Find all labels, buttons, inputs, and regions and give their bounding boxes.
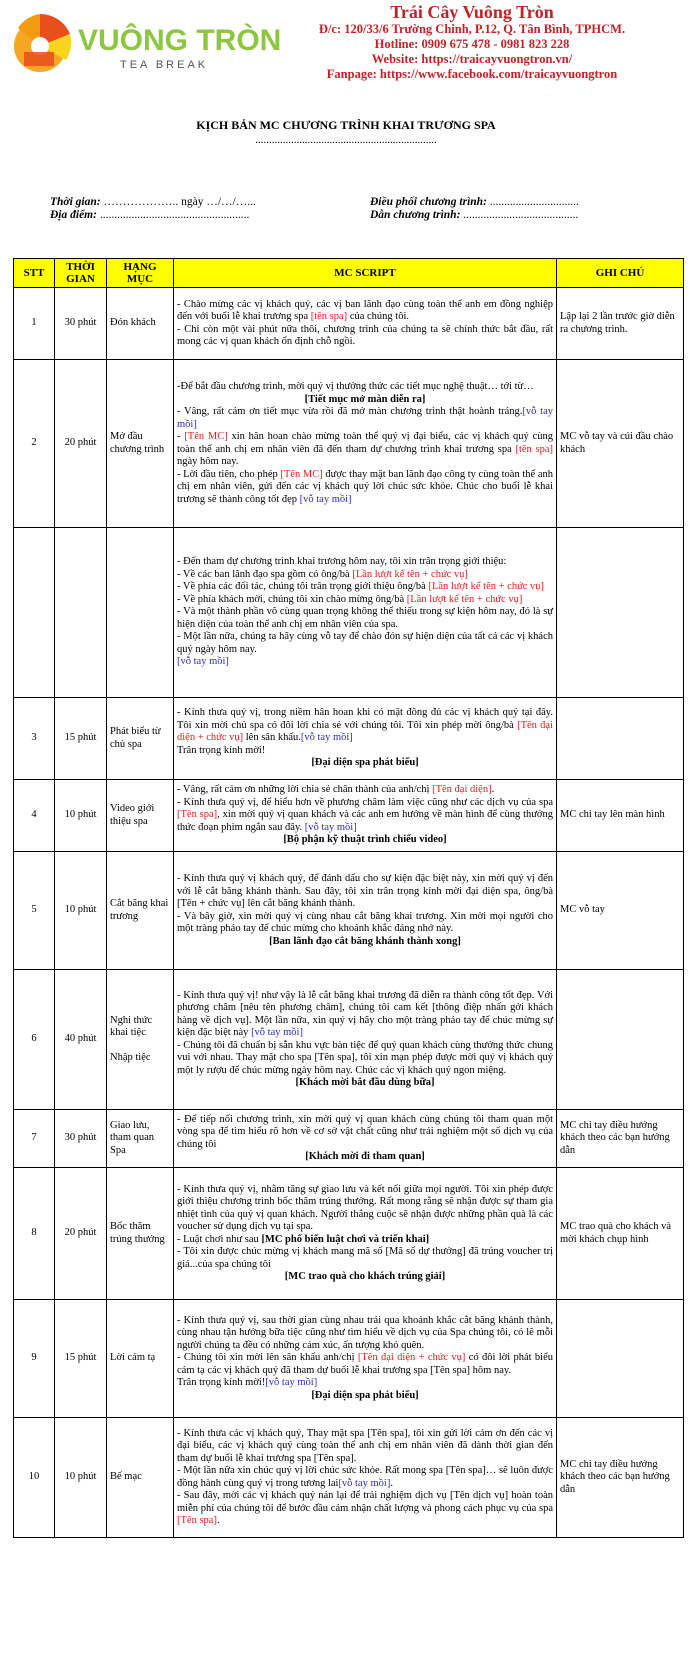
script-text: được thay mặt ban lãnh đạo công ty cùng toàn thể anh chị em nhân viên, gửi đến các vị khách quý lời chúc sức khỏe. Chúc cho buổi lễ khai trương sẽ thành công tốt đẹp xyxy=(177,468,553,505)
applause-cue: [vỗ tay mồi] xyxy=(304,821,357,833)
script-line xyxy=(177,911,553,936)
script-text: - Chỉ còn một vài phút nữa thôi, chương trình của chúng ta sẽ chính thức bắt đầu, rất mong các vị quan khách ổn định chỗ ngồi. xyxy=(177,323,553,347)
company-fanpage[interactable]: Fanpage: https://www.facebook.com/traicayvuongtron xyxy=(326,67,618,81)
script-text: - Để tiếp nối chương trình, xin mời quý vị quan khách cùng chúng tôi tham quan một vòng spa để tìm hiểu rõ hơn về cơ sở vật chất cũng như trải nghiệm một số dịch vụ của chúng tôi xyxy=(177,1113,553,1150)
script-text: [Đại diện spa phát biểu] xyxy=(311,1389,419,1401)
script-text: có đôi lời phát biểu cảm tạ các vị khách quý đã tham dự buổi lễ khai trương spa [Tên spa] hôm nay. xyxy=(177,1352,554,1376)
script-line xyxy=(177,406,553,431)
row-time: 10 phút xyxy=(55,1418,107,1538)
script-text: - Chúng tôi đã chuẩn bị sẵn khu vực bàn tiệc để quý quan khách cùng thưởng thức chung vui với nhau. Thay mặt cho spa [Tên spa], tôi xin mạn phép được mời quý vị khách quý một ly rượu để chúc mừng ngày hôm nay. Chúc các vị khách quý ngon miệng. xyxy=(177,1039,553,1076)
header-notes: GHI CHÚ xyxy=(557,259,684,288)
row-note: MC vỗ tay và cúi đầu chào khách xyxy=(557,360,684,528)
stage-cue xyxy=(177,834,553,847)
row-script xyxy=(174,1418,557,1538)
script-text: xin hân hoan chào mừng toàn thể quý vị đại biểu, các vị khách quý cùng toàn thể anh chị em nhân viên đã đến tham dự chương trình khai trương spa xyxy=(177,431,553,455)
row-item: Phát biểu từ chủ spa xyxy=(107,698,174,780)
script-line xyxy=(177,1114,553,1152)
row-note: MC chỉ tay điều hướng khách theo các bạn hướng dẫn xyxy=(557,1418,684,1538)
header-time: THỜI GIAN xyxy=(55,259,107,288)
company-hotline: Hotline: 0909 675 478 - 0981 823 228 xyxy=(374,37,570,51)
script-line xyxy=(177,1465,553,1490)
script-line xyxy=(177,606,553,631)
script-text: - Kính thưa quý vị! như vậy là lễ cắt băng khai trương đã diễn ra thành công tốt đẹp. Với phương châm [nêu tên phương châm], chúng tôi cam kết [thông điệp nhấn gởi khách hàng về dịch vụ]. Một lần nữa, xin quý vị hãy cho một tràng pháo tay để chúc mừng sự kiện đặc biệt này xyxy=(177,989,553,1038)
script-text: [Đại diện spa phát biểu] xyxy=(311,757,419,769)
placeholder-text: [Lần lượt kể tên + chức vụ] xyxy=(406,593,523,605)
script-line xyxy=(177,556,553,569)
title-underline-dots: .................................................................. xyxy=(255,134,437,146)
applause-cue: [vỗ tay mồi] xyxy=(177,656,229,668)
script-line xyxy=(177,1490,553,1528)
row-stt: 1 xyxy=(14,288,55,360)
script-line xyxy=(177,1040,553,1078)
row-note: Lập lại 2 lần trước giờ diễn ra chương trình. xyxy=(557,288,684,360)
row-note: MC chỉ tay lên màn hình xyxy=(557,780,684,852)
row-time: 15 phút xyxy=(55,1300,107,1418)
script-line xyxy=(177,569,553,582)
logo-wordmark: VUÔNG TRÒN xyxy=(78,24,282,57)
script-line xyxy=(177,1428,553,1466)
script-text: [Khách mời bắt đầu dùng bữa] xyxy=(295,1077,435,1088)
table-row xyxy=(14,970,684,1110)
place-field xyxy=(50,209,249,221)
table-header-row xyxy=(14,259,684,288)
script-text: - Vâng, rất cảm ơn tiết mục vừa rồi đã mở màn chương trình thật hoành tráng. xyxy=(177,406,523,417)
stage-cue xyxy=(177,1077,553,1090)
script-text: . xyxy=(390,1477,393,1489)
row-item: Video giới thiệu spa xyxy=(107,780,174,852)
placeholder-text: [Tên đại diện] xyxy=(432,784,492,796)
script-text: [Khách mời đi tham quan] xyxy=(305,1151,425,1162)
row-stt: 4 xyxy=(14,780,55,852)
script-line xyxy=(177,299,553,324)
row-script xyxy=(174,970,557,1110)
company-website[interactable]: Website: https://traicayvuongtron.vn/ xyxy=(371,52,573,66)
applause-cue: [vỗ tay mồi] xyxy=(251,1027,303,1038)
placeholder-text: [Lần lượt kể tên + chức vụ] xyxy=(352,568,468,580)
script-line xyxy=(177,1184,553,1234)
row-time: 30 phút xyxy=(55,288,107,360)
placeholder-text: [Tên MC] xyxy=(184,431,228,442)
script-line xyxy=(177,707,553,745)
letterhead xyxy=(0,0,692,84)
row-script xyxy=(174,852,557,970)
script-text: [MC trao quà cho khách trúng giải] xyxy=(284,1271,446,1282)
script-text: - Và một thành phần vô cùng quan trọng không thể thiếu trong sự kiện hôm nay, đó là sự hiện diện của toàn thể anh chị em nhân viên của spa. xyxy=(177,606,553,630)
script-text: [MC phổ biến luật chơi và triển khai] xyxy=(261,1233,430,1245)
placeholder-text: [Tên đại diện + chức vụ] xyxy=(357,1352,466,1364)
script-line xyxy=(177,745,553,758)
logo-tagline: TEA BREAK xyxy=(120,59,209,71)
company-name: Trái Cây Vuông Tròn xyxy=(390,2,554,22)
script-text: - Vâng, rất cảm ơn những lời chia sẻ chân thành của anh/chị xyxy=(177,784,433,796)
script-text: . xyxy=(216,1515,220,1526)
script-text: Trân trọng kính mời! xyxy=(177,744,266,756)
row-note xyxy=(557,970,684,1110)
placeholder-text: [Tên MC] xyxy=(280,468,323,480)
row-note xyxy=(557,698,684,780)
row-time: 30 phút xyxy=(55,1110,107,1168)
row-script xyxy=(174,698,557,780)
table-row xyxy=(14,852,684,970)
script-text: - Kính thưa quý vị, sau thời gian cùng nhau trải qua khoảnh khắc cắt băng khánh thành, cùng nhau tận hưởng bữa tiệc cũng như tìm hiểu về dịch vụ của Spa chúng tôi, có lẽ mỗi người chúng ta đều có những cảm xúc, ấn tượng khó quên. xyxy=(177,1314,553,1351)
script-line xyxy=(177,324,553,349)
script-line xyxy=(177,469,553,507)
row-time: 40 phút xyxy=(55,970,107,1110)
company-info xyxy=(252,2,692,82)
script-line xyxy=(177,990,553,1040)
script-text: - Luật chơi như sau xyxy=(177,1233,262,1245)
script-line xyxy=(177,1377,553,1390)
row-stt: 2 xyxy=(14,360,55,528)
script-text: - Lời đầu tiên, cho phép xyxy=(177,468,281,480)
stage-cue xyxy=(177,1271,553,1284)
company-address: Đ/c: 120/33/6 Trường Chinh, P.12, Q. Tân Bình, TPHCM. xyxy=(318,22,626,36)
script-line xyxy=(177,1352,553,1377)
row-item: Bốc thăm trúng thưởng xyxy=(107,1168,174,1300)
table-row xyxy=(14,780,684,852)
script-line xyxy=(177,594,553,607)
row-stt: 9 xyxy=(14,1300,55,1418)
script-text: [Tiết mục mở màn diễn ra] xyxy=(304,393,426,405)
script-text: - xyxy=(177,431,185,442)
script-text: -Để bắt đầu chương trình, mời quý vị thưởng thức các tiết mục nghệ thuật… tới từ… xyxy=(177,381,534,392)
row-note: MC vỗ tay xyxy=(557,852,684,970)
row-stt: 8 xyxy=(14,1168,55,1300)
script-text: - Kính thưa quý vị, nhằm tăng sự giao lưu và kết nối giữa mọi người. Tôi xin phép được giới thiệu chương trình bốc thăm trúng thưởng. Rất mong rằng sẽ nhận được sự tham gia nhiệt tình của quý vị quan khách. Người thắng cuộc sẽ nhận được những phần quà là các voucher sử dụng dịch vụ tại spa. xyxy=(177,1183,553,1232)
applause-cue: [vỗ tay mồi] xyxy=(300,732,353,744)
placeholder-text: [Lần lượt kể tên + chức vụ] xyxy=(428,581,545,593)
row-item: Mở đầu chương trình xyxy=(107,360,174,528)
script-text: - Về các ban lãnh đạo spa gồm có ông/bà xyxy=(177,568,353,580)
script-line xyxy=(177,873,553,911)
script-text: - Một lần nữa xin chúc quý vị lời chúc sức khỏe. Rất mong spa [Tên spa]… sẽ luôn được đồng hành cùng quý vị trong tương lai xyxy=(177,1465,553,1489)
script-text: - Và bây giờ, xin mời quý vị cùng nhau cắt băng khai trương. Xin mời mọi người cho một tràng pháo tay để chúc mừng cho khoảnh khắc đáng nhớ này. xyxy=(177,910,553,934)
script-text: [Ban lãnh đạo cắt băng khánh thành xong] xyxy=(269,935,461,947)
time-field xyxy=(50,196,256,208)
table-row xyxy=(14,360,684,528)
table-row xyxy=(14,1418,684,1538)
place-value: .................................................... xyxy=(96,209,250,221)
vuong-tron-logo[interactable] xyxy=(10,8,282,74)
placeholder-text: [Tên spa] xyxy=(177,809,218,821)
table-row xyxy=(14,288,684,360)
row-script xyxy=(174,1300,557,1418)
row-stt: 7 xyxy=(14,1110,55,1168)
host-value: ........................................ xyxy=(460,209,579,221)
coordinator-field xyxy=(370,196,579,208)
header-stt: STT xyxy=(14,259,55,288)
coordinator-label: Điều phối chương trình: xyxy=(370,196,487,208)
row-stt xyxy=(14,528,55,698)
row-script xyxy=(174,1110,557,1168)
script-text: - Kính thưa quý vị khách quý, để đánh dấu cho sự kiện đặc biệt này, xin mời quý vị đến với lễ cắt băng khánh thành. Sau đây, tôi xin trân trọng kính mời đại diện spa, ông/bà [Tên + chức vụ] lên cắt băng khánh thành. xyxy=(177,873,553,909)
row-item: Đón khách xyxy=(107,288,174,360)
row-note xyxy=(557,528,684,698)
table-row xyxy=(14,1168,684,1300)
row-time: 10 phút xyxy=(55,780,107,852)
logo-graphic xyxy=(10,8,282,74)
row-note xyxy=(557,1300,684,1418)
script-text: - Chào mừng các vị khách quý, các vị ban lãnh đạo cùng toàn thể anh em đồng nghiệp đến với buổi lễ khai trương spa xyxy=(177,298,553,322)
script-text: - Đến tham dự chương trình khai trương hôm nay, tôi xin trân trọng giới thiệu: xyxy=(177,556,507,568)
table-row xyxy=(14,1300,684,1418)
script-text: , xin mời quý vị quan khách và các anh em hướng về màn hình để cùng thưởng thức đoạn phim ngắn sau đây. xyxy=(177,809,553,833)
row-time: 20 phút xyxy=(55,360,107,528)
script-text: ngày hôm nay. xyxy=(177,456,239,467)
host-label: Dẫn chương trình: xyxy=(370,209,461,221)
row-item: Lời cảm tạ xyxy=(107,1300,174,1418)
header-item: HẠNG MỤC xyxy=(107,259,174,288)
row-script xyxy=(174,780,557,852)
applause-cue: [vỗ tay mồi] xyxy=(177,406,554,430)
script-text: - Kính thưa quý vị, để hiểu hơn về phương châm làm việc cũng như các dịch vụ của spa xyxy=(177,796,553,808)
stage-cue xyxy=(177,394,553,407)
script-line xyxy=(177,656,553,669)
script-text: - Kính thưa các vị khách quý, Thay mặt spa [Tên spa], tôi xin gửi lời cảm ơn đến các vị đại biểu, các vị khách quý cùng toàn thể anh chị em nhân viên đã dành thời gian đến tham dự buổi lễ khai trương spa [Tên spa]. xyxy=(177,1427,553,1464)
script-text: Trân trọng kính mời! xyxy=(177,1377,266,1389)
script-text: - Kính thưa quý vị, trong niềm hân hoan khi có mặt đông đủ các vị khách quý tại đây. Tôi xin mời chủ spa có đôi lời chia sẻ với chúng tôi. Tôi xin phép mời ông/bà xyxy=(177,707,553,731)
row-script xyxy=(174,360,557,528)
script-text: của chúng tôi. xyxy=(347,311,410,322)
placeholder-text: [tên spa] xyxy=(310,311,348,322)
script-text: - Chúng tôi xin mời lên sân khấu anh/chị xyxy=(177,1352,358,1364)
row-script xyxy=(174,528,557,698)
table-row xyxy=(14,528,684,698)
row-time: 10 phút xyxy=(55,852,107,970)
document-title: KỊCH BẢN MC CHƯƠNG TRÌNH KHAI TRƯƠNG SPA xyxy=(196,118,496,132)
script-line xyxy=(177,431,553,469)
placeholder-text: [tên spa] xyxy=(515,443,553,455)
applause-cue: [vỗ tay mồi] xyxy=(338,1477,391,1489)
script-text: lên sân khấu. xyxy=(243,732,301,744)
mc-script-table xyxy=(13,258,684,1538)
stage-cue xyxy=(177,1151,553,1164)
row-item: Bế mạc xyxy=(107,1418,174,1538)
script-line xyxy=(177,581,553,594)
row-stt: 5 xyxy=(14,852,55,970)
time-value: ……………….. ngày …/…/…... xyxy=(100,196,256,208)
stage-cue xyxy=(177,936,553,949)
table-row xyxy=(14,1110,684,1168)
row-stt: 6 xyxy=(14,970,55,1110)
row-item: Nghi thức khai tiệc Nhập tiệc xyxy=(107,970,174,1110)
coordinator-value: ............................... xyxy=(486,196,579,208)
table-row xyxy=(14,698,684,780)
row-script xyxy=(174,1168,557,1300)
time-label: Thời gian: xyxy=(50,196,101,208)
placeholder-text: [Tên spa] xyxy=(177,1515,217,1526)
script-line xyxy=(177,797,553,835)
script-text: - Tôi xin được chúc mừng vị khách mang mã số [Mã số dự thưởng] đã trúng voucher trị giá...của spa chúng tôi xyxy=(177,1246,553,1270)
row-item: Cắt băng khai trương xyxy=(107,852,174,970)
script-text: [Bộ phận kỹ thuật trình chiếu video] xyxy=(283,834,447,846)
row-time xyxy=(55,528,107,698)
script-text: - Về phía khách mời, chúng tôi xin chào mừng ông/bà xyxy=(177,593,407,605)
script-line xyxy=(177,631,553,656)
row-item: Giao lưu, tham quan Spa xyxy=(107,1110,174,1168)
row-stt: 10 xyxy=(14,1418,55,1538)
placeholder-text: [Tên đại diện + chức vụ] xyxy=(177,719,553,744)
row-item xyxy=(107,528,174,698)
applause-cue: [vỗ tay mồi] xyxy=(265,1377,318,1389)
script-line xyxy=(177,1246,553,1271)
row-note: MC chỉ tay điều hướng khách theo các bạn hướng dẫn xyxy=(557,1110,684,1168)
script-line xyxy=(177,1315,553,1353)
host-field xyxy=(370,209,578,221)
script-text: . xyxy=(491,784,495,796)
row-time: 15 phút xyxy=(55,698,107,780)
applause-cue: [vỗ tay mồi] xyxy=(299,493,352,505)
stage-cue xyxy=(177,757,553,770)
row-note: MC trao quà cho khách và mời khách chụp hình xyxy=(557,1168,684,1300)
script-line xyxy=(177,381,553,394)
row-script xyxy=(174,288,557,360)
script-text: - Về phía các đối tác, chúng tôi trân trọng giới thiệu ông/bà xyxy=(177,581,429,593)
script-text: - Một lần nữa, chúng ta hãy cùng vỗ tay để chào đón sự hiện diện của tất cả các vị khách quý ngày hôm nay. xyxy=(177,631,553,655)
script-line xyxy=(177,1234,553,1247)
script-line xyxy=(177,784,553,797)
place-label: Địa điểm: xyxy=(50,209,97,221)
script-text: - Sau đây, mời các vị khách quý nán lại để trải nghiệm dịch vụ [Tên dịch vụ] hoàn toàn miễn phí của chúng tôi để bước đầu cảm nhận chất lượng và phong cách phục vụ của spa xyxy=(177,1490,553,1514)
row-stt: 3 xyxy=(14,698,55,780)
header-script: MC SCRIPT xyxy=(174,259,557,288)
row-time: 20 phút xyxy=(55,1168,107,1300)
stage-cue xyxy=(177,1390,553,1403)
